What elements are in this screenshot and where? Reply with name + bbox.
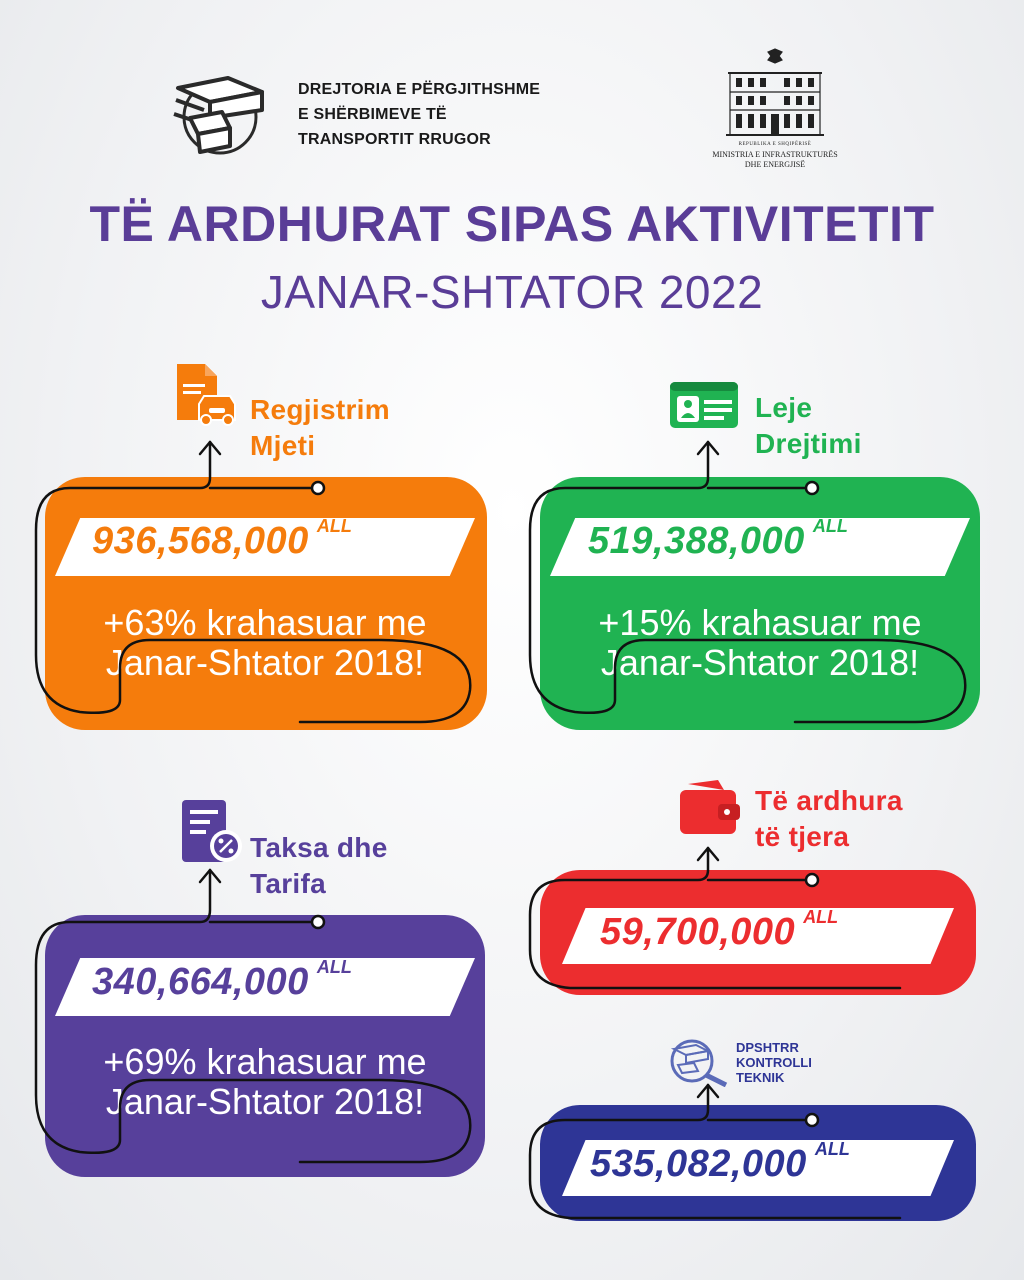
currency-label: ALL	[812, 516, 848, 536]
comparison-taxes-fees	[55, 1042, 475, 1122]
comparison-line-2: Janar-Shtator 2018!	[105, 642, 425, 683]
label-vehicle-registration	[250, 392, 390, 464]
tax-document-percent-icon	[180, 798, 250, 870]
label-driving-license	[755, 390, 862, 462]
ministry-republic-text: REPUBLIKA E SHQIPËRISË	[738, 142, 812, 147]
amount-value: 340,664,000	[92, 961, 309, 1003]
amount-other-revenue	[600, 907, 839, 954]
amount-value: 535,082,000	[590, 1143, 807, 1185]
comparison-vehicle-registration	[55, 603, 475, 683]
amount-vehicle-registration	[92, 516, 352, 563]
amount-value: 936,568,000	[92, 520, 309, 562]
organization-name	[298, 77, 540, 152]
comparison-line-2: Janar-Shtator 2018!	[105, 1081, 425, 1122]
label-line-2: KONTROLLI	[736, 1055, 812, 1070]
wallet-icon	[678, 778, 742, 842]
comparison-line-2: Janar-Shtator 2018!	[600, 642, 920, 683]
org-line-1: DREJTORIA E PËRGJITHSHME	[298, 81, 541, 98]
amount-value: 59,700,000	[600, 911, 796, 953]
technical-inspection-logo-icon	[662, 1035, 734, 1087]
comparison-line-1: +69% krahasuar me	[103, 1041, 427, 1082]
label-other-revenue	[755, 783, 903, 855]
label-line-1: DPSHTRR	[736, 1040, 799, 1055]
dpshtrr-logo-icon	[170, 70, 270, 160]
label-line-2: të tjera	[755, 821, 850, 852]
amount-technical-inspection	[590, 1139, 850, 1186]
page-subtitle: JANAR-SHTATOR 2022	[260, 266, 764, 318]
ministry-name	[690, 140, 860, 170]
label-line-2: Drejtimi	[755, 428, 862, 459]
org-line-2: E SHËRBIMEVE TË	[298, 106, 447, 123]
label-line-1: Leje	[755, 392, 813, 423]
page-title: TË ARDHURAT SIPAS AKTIVITETIT	[89, 196, 935, 252]
comparison-line-1: +63% krahasuar me	[103, 602, 427, 643]
ministry-line-1: MINISTRIA E INFRASTRUKTURËS	[712, 150, 838, 159]
label-line-2: Mjeti	[250, 430, 316, 461]
label-line-1: Të ardhura	[755, 785, 903, 816]
amount-value: 519,388,000	[588, 520, 805, 562]
label-line-1: Regjistrim	[250, 394, 390, 425]
label-taxes-fees	[250, 830, 388, 902]
amount-taxes-fees	[92, 957, 352, 1004]
label-technical-inspection	[736, 1040, 812, 1085]
ministry-line-2: DHE ENERGJISË	[744, 160, 806, 169]
driving-license-card-icon	[668, 380, 740, 432]
org-line-3: TRANSPORTIT RRUGOR	[298, 131, 491, 148]
label-line-1: Taksa dhe	[250, 832, 388, 863]
label-line-3: TEKNIK	[736, 1070, 785, 1085]
comparison-line-1: +15% krahasuar me	[598, 602, 922, 643]
amount-driving-license	[588, 516, 848, 563]
currency-label: ALL	[316, 516, 352, 536]
currency-label: ALL	[803, 907, 839, 927]
car-registration-document-icon	[173, 362, 245, 434]
currency-label: ALL	[814, 1139, 850, 1159]
currency-label: ALL	[316, 957, 352, 977]
label-line-2: Tarifa	[250, 868, 326, 899]
comparison-driving-license	[550, 603, 970, 683]
